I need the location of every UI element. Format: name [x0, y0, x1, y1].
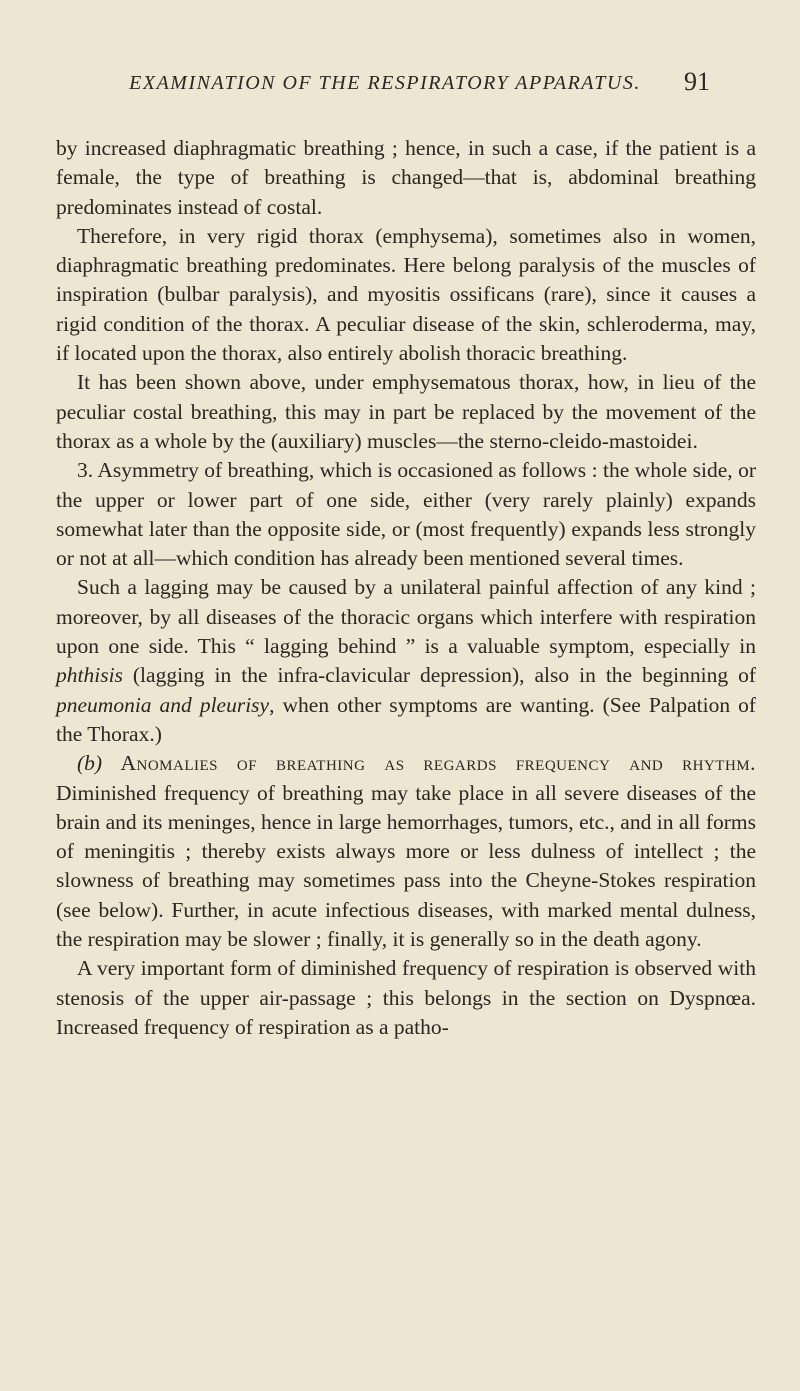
text-run: (lagging in the infra-clavicular depression), also in the beginning of [122, 663, 756, 688]
paragraph-frequency-rhythm [56, 749, 756, 954]
section-label: (b) [77, 751, 103, 776]
italic-term: phthisis [56, 663, 123, 688]
italic-term: pneumonia and pleurisy [56, 692, 270, 717]
paragraph-asymmetry: 3. Asymmetry of breathing, which is occasioned as follows : the whole side, or the upper or lower part of one side, either (very rarely plainly) expands somewhat later than the opposite side, or (most frequently) expands less strongly or not at all—which condition has already been mentioned several times. [56, 458, 756, 571]
paragraph-lagging [56, 573, 756, 749]
paragraph-stenosis: A very important form of diminished frequency of respiration is observed with stenosis of the upper air-passage ; this belongs in the section on Dyspnœa. Increased frequency of respiration as a patho- [56, 956, 756, 1039]
section-heading: Anomalies of breathing as regards frequency and rhythm. [120, 751, 756, 776]
paragraph-continuation: by increased diaphragmatic breathing ; hence, in such a case, if the patient is a female, the type of breathing is changed—that is, abdominal breathing predominates instead of costal. [56, 136, 756, 219]
page-number: 91 [684, 67, 710, 96]
running-head: EXAMINATION OF THE RESPIRATORY APPARATUS. [129, 72, 641, 94]
paragraph-rigid-thorax: Therefore, in very rigid thorax (emphysema), sometimes also in women, diaphragmatic breathing predominates. Here belong paralysis of the muscles of inspiration (bulbar paralysis), and myositis ossificans (rare), since it causes a rigid condition of the thorax. A peculiar disease of the skin, schleroderma, may, if located upon the thorax, also entirely abolish thoracic breathing. [56, 223, 756, 366]
body-text [56, 134, 756, 1042]
paragraph-auxiliary-muscles: It has been shown above, under emphysematous thorax, how, in lieu of the peculiar costal breathing, this may in part be replaced by the movement of the thorax as a whole by the (auxiliary) muscles—the sterno-cleido-mastoidei. [56, 370, 756, 453]
text-run: , when other symptoms are wanting. (See Palpation of the Thorax.) [56, 692, 756, 746]
text-run: Diminished frequency of breathing may take place in all severe diseases of the brain and its meninges, hence in large hemorrhages, tumors, etc., and in all forms of meningitis ; thereby exists always more or less dulness of intellect ; the slowness of breathing may sometimes pass into the Cheyne-Stokes respiration (see below). Further, in acute infectious diseases, with marked mental dulness, the respiration may be slower ; finally, it is generally so in the death agony. [56, 780, 756, 952]
text-run: Such a lagging may be caused by a unilateral painful affection of any kind ; moreover, by all diseases of the thoracic organs which interfere with respiration upon one side. This “ lagging behind ” is a valuable symptom, especially in [56, 575, 756, 659]
